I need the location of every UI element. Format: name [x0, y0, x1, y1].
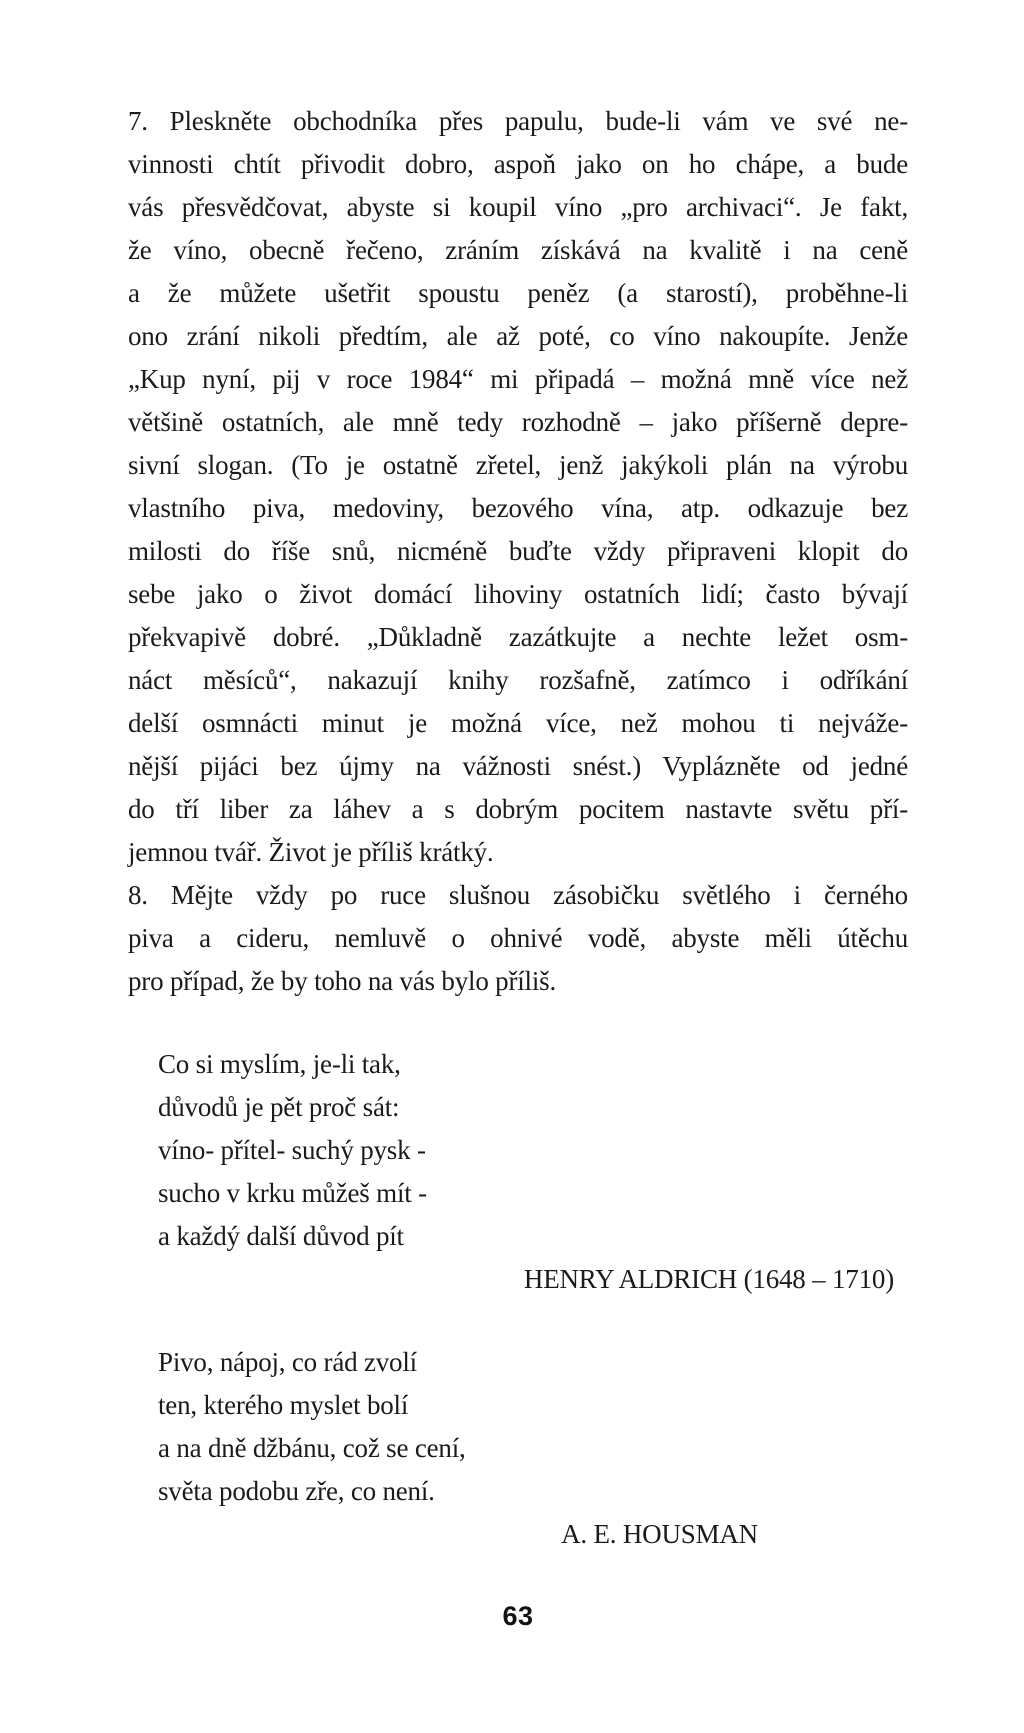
body-line: jemnou tvář. Život je příliš krátký. — [128, 837, 494, 867]
body-line: vinnosti chtít přivodit dobro, aspoň jako on ho chápe, a bude — [128, 149, 908, 179]
poem-line: sucho v krku můžeš mít - — [158, 1178, 427, 1208]
body-line: že víno, obecně řečeno, zráním získává na kvalitě i na ceně — [128, 235, 908, 265]
poem-line: a na dně džbánu, což se cení, — [158, 1433, 466, 1463]
poem-line: světa podobu zře, co není. — [158, 1476, 435, 1506]
body-line: náct měsíců“, nakazují knihy rozšafně, zatímco i odříkání — [128, 665, 908, 695]
poem-housman — [128, 1341, 908, 1556]
body-line: do tří liber za láhev a s dobrým pocitem nastavte světu pří- — [128, 794, 908, 824]
page-number: 63 — [502, 1601, 534, 1631]
body-line: většině ostatních, ale mně tedy rozhodně – jako příšerně depre- — [128, 407, 908, 437]
poem-line: a každý další důvod pít — [158, 1221, 404, 1251]
body-line: 8. Mějte vždy po ruce slušnou zásobičku světlého i černého — [128, 880, 908, 910]
body-line: delší osmnácti minut je možná více, než mohou ti nejváže- — [128, 708, 908, 738]
poem-line: Pivo, nápoj, co rád zvolí — [158, 1347, 417, 1377]
body-line: sivní slogan. (To je ostatně zřetel, jenž jakýkoli plán na výrobu — [128, 450, 908, 480]
body-line: milosti do říše snů, nicméně buďte vždy připraveni klopit do — [128, 536, 908, 566]
body-line: a že můžete ušetřit spoustu peněz (a starostí), proběhne-li — [128, 278, 908, 308]
body-line: pro případ, že by toho na vás bylo příliš. — [128, 966, 557, 996]
body-line: překvapivě dobré. „Důkladně zazátkujte a nechte ležet osm- — [128, 622, 908, 652]
paragraph-8 — [128, 874, 908, 1003]
poem-line: Co si myslím, je-li tak, — [158, 1049, 401, 1079]
body-line: „Kup nyní, pij v roce 1984“ mi připadá – možná mně více než — [128, 364, 908, 394]
body-line: piva a cideru, nemluvě o ohnivé vodě, abyste měli útěchu — [128, 923, 908, 953]
poem-line: ten, kterého myslet bolí — [158, 1390, 409, 1420]
body-line: ono zrání nikoli předtím, ale až poté, co víno nakoupíte. Jenže — [128, 321, 908, 351]
body-line: 7. Pleskněte obchodníka přes papulu, bude-li vám ve své ne- — [128, 106, 908, 136]
poem-line: víno- přítel- suchý pysk - — [158, 1135, 426, 1165]
poem-line: důvodů je pět proč sát: — [158, 1092, 400, 1122]
poem-attribution: A. E. HOUSMAN — [561, 1519, 758, 1549]
body-line: vlastního piva, medoviny, bezového vína, atp. odkazuje bez — [128, 493, 908, 523]
body-line: sebe jako o život domácí lihoviny ostatních lidí; často bývají — [128, 579, 908, 609]
body-line: vás přesvědčovat, abyste si koupil víno „pro archivaci“. Je fakt, — [128, 192, 908, 222]
poem-attribution: HENRY ALDRICH (1648 – 1710) — [523, 1264, 894, 1294]
poem-aldrich — [128, 1043, 908, 1301]
paragraph-7 — [128, 100, 908, 874]
body-line: nější pijáci bez újmy na vážnosti snést.) Vyplázněte od jedné — [128, 751, 908, 781]
main-text — [128, 100, 908, 1556]
